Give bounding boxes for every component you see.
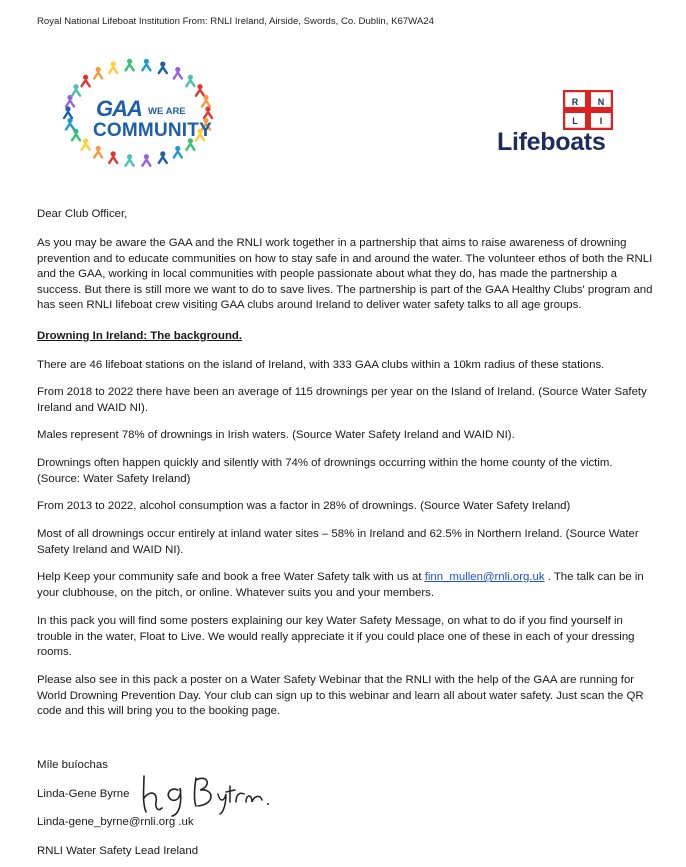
signatory-title: RNLI Water Safety Lead Ireland	[37, 845, 199, 857]
fact-paragraph: Drownings often happen quickly and silently with 74% of drownings occurring within the home county of the victim. (Source: Water Safety Ireland)	[37, 457, 613, 485]
webinar-paragraph: Please also see in this pack a poster on a Water Safety Webinar that the RNLI with the help of the GAA are running for World Drowning Prevention Day. Your club can sign up to this webinar and learn all about water safety. Just scan the QR code and this will bring you to the booking page.	[37, 674, 644, 718]
gaa-ring-figure	[94, 146, 102, 158]
rnli-flag-letter: I	[599, 116, 603, 126]
gaa-ring-figure	[64, 106, 72, 118]
rnli-flag-letter: L	[572, 116, 578, 126]
gaa-ring-figure	[204, 106, 212, 118]
rnli-flag-icon	[563, 90, 613, 130]
gaa-ring-figure	[126, 59, 134, 71]
gaa-community-text: COMMUNITY	[93, 120, 212, 141]
posters-paragraph: In this pack you will find some posters explaining our key Water Safety Message, on what to do if you find yourself in trouble in the water, Float to Live. We would really appreciate it if you could place one of these in each of your dressing rooms.	[37, 615, 635, 659]
gaa-ring-figure	[82, 75, 90, 87]
signatory-name: Linda-Gene Byrne	[37, 788, 130, 800]
gaa-ring-figure	[109, 151, 117, 163]
signatory-email: Linda-gene_byrne@rnli.org .uk	[37, 816, 194, 828]
fact-paragraph: Males represent 78% of drownings in Irish waters. (Source Water Safety Ireland and WAID NI).	[37, 429, 515, 441]
background-heading: Drowning In Ireland: The background.	[37, 330, 243, 342]
closing-line: Míle buíochas	[37, 759, 108, 771]
gaa-ring-figure	[186, 75, 194, 87]
gaa-ring-figure	[109, 62, 117, 74]
gaa-ring-figure	[159, 62, 167, 74]
rnli-flag-letter: N	[597, 97, 605, 107]
gaa-ring-figure	[94, 67, 102, 79]
gaa-ring-figure	[174, 67, 182, 79]
gaa-ring-figure	[72, 129, 80, 141]
gaa-ring-figure	[202, 95, 210, 107]
help-text-before: Help Keep your community safe and book a free Water Safety talk with us at	[37, 571, 425, 583]
gaa-ring-figure	[142, 154, 150, 166]
gaa-we-are-text: WE ARE	[148, 106, 186, 117]
gaa-ring-figure	[142, 59, 150, 71]
gaa-mark	[96, 96, 142, 122]
gaa-ring-figure	[66, 118, 74, 130]
handwritten-signature	[136, 768, 271, 818]
gaa-ring-figure	[66, 95, 74, 107]
fact-paragraph: From 2018 to 2022 there have been an average of 115 drownings per year on the Island of Ireland. (Source Water Safety Ireland and WAID NI).	[37, 386, 647, 414]
gaa-ring-figure	[196, 84, 204, 96]
intro-paragraph: As you may be aware the GAA and the RNLI work together in a partnership that aims to raise awareness of drowning prevention and to educate communities on how to stay safe in and around the water. The volunteer ethos of both the RNLI and the GAA, working in local communities with people passionate about what they do, has made the partnership a success. But there is still more we want to do to save lives. The partnership is part of the GAA Healthy Clubs' program and has seen RNLI lifeboat crew visiting GAA clubs around Ireland to deliver water safety talks to all age groups.	[37, 237, 653, 312]
gaa-ring-figure	[82, 138, 90, 150]
salutation: Dear Club Officer,	[37, 208, 128, 220]
booking-email-link[interactable]: finn_mullen@rnli.org.uk	[424, 571, 545, 583]
gaa-ring-figure	[159, 151, 167, 163]
help-text-after: . The talk can be in your clubhouse, on the pitch, or online. Whatever suits you and your members.	[37, 571, 644, 599]
fact-paragraph: There are 46 lifeboat stations on the island of Ireland, with 333 GAA clubs within a 10km radius of these stations.	[37, 359, 605, 371]
rnli-flag-letter: R	[571, 97, 579, 107]
gaa-ring-figure	[72, 84, 80, 96]
gaa-mark-text: GAA	[96, 96, 142, 121]
rnli-lifeboats-wordmark: Lifeboats	[497, 128, 606, 156]
fact-paragraph: Most of all drownings occur entirely at inland water sites – 58% in Ireland and 62.5% in Northern Ireland. (Source Water Safety Ireland and WAID NI).	[37, 528, 639, 556]
fact-paragraph: From 2013 to 2022, alcohol consumption was a factor in 28% of drownings. (Source Water Safety Ireland)	[37, 500, 571, 512]
gaa-ring-figure	[174, 146, 182, 158]
sender-address-line: Royal National Lifeboat Institution From: RNLI Ireland, Airside, Swords, Co. Dublin, K67WA24	[37, 16, 434, 27]
gaa-ring-figure	[126, 154, 134, 166]
help-paragraph	[37, 570, 657, 601]
